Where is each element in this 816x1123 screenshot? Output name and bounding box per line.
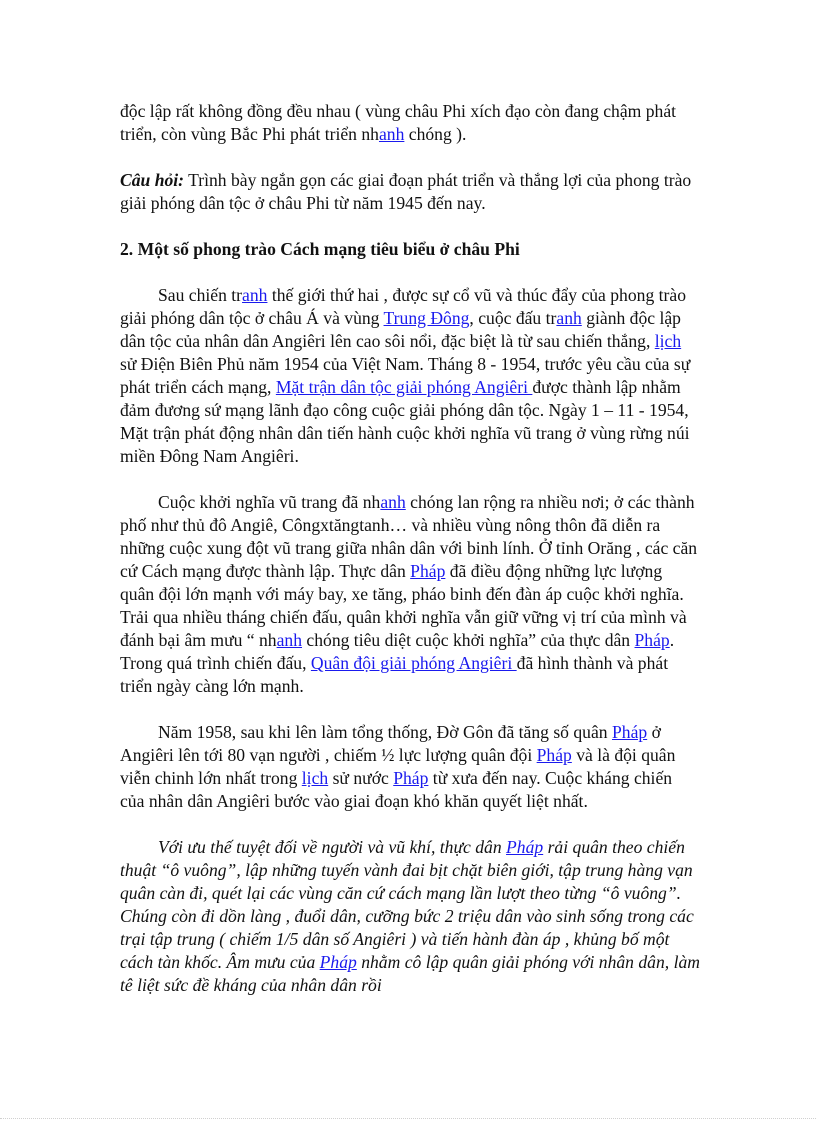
paragraph-algeria-front: Sau chiến tranh thế giới thứ hai , được sự cổ vũ và thúc đẩy của phong trào giải phóng dân tộc ở châu Á và vùng Trung Đông, cuộc đấu tranh giành độc lập dân tộc của nhân dân Angiêri lên cao sôi nổi, đặc biệt là từ sau chiến thắng, lịch sử Điện Biên Phủ năm 1954 của Việt Nam. Tháng 8 - 1954, trước yêu cầu của sự phát triển cách mạng, Mặt trận dân tộc giải phóng Angiêri được thành lập nhằm đảm đương sứ mạng lãnh đạo công cuộc giải phóng dân tộc. Ngày 1 – 11 - 1954, Mặt trận phát động nhân dân tiến hành cuộc khởi nghĩa vũ trang ở vùng rừng núi miền Đông Nam Angiêri. [120,285,691,466]
question-text: Trình bày ngắn gọn các giai đoạn phát triển và thắng lợi của phong trào giải phóng dân tộc ở châu Phi từ năm 1945 đến nay. [120,170,692,213]
question-paragraph [120,169,700,215]
link-quan-doi-giai-phong[interactable]: Quân đội giải phóng Angiêri [310,653,517,673]
question-label: Câu hỏi: [120,170,185,190]
link-lich[interactable]: lịch [301,768,329,788]
link-phap[interactable]: Pháp [634,630,670,650]
link-phap[interactable]: Pháp [319,952,357,972]
link-trung-dong[interactable]: Trung Đông [383,308,470,328]
page-bottom-border [0,1118,816,1119]
paragraph-intro: độc lập rất không đồng đều nhau ( vùng châu Phi xích đạo còn đang chậm phát triển, còn vùng Bắc Phi phát triển nhanh chóng ). [120,101,677,144]
link-phap[interactable]: Pháp [536,745,572,765]
paragraph-uprising: Cuộc khởi nghĩa vũ trang đã nhanh chóng lan rộng ra nhiều nơi; ở các thành phố như thủ đô Angiê, Côngxtăngtanh… và nhiều vùng nông thôn đã diễn ra những cuộc xung đột vũ trang giữa nhân dân với binh lính. Ở tỉnh Orăng , các căn cứ Cách mạng được thành lập. Thực dân Pháp đã điều động những lực lượng quân đội lớn mạnh với máy bay, xe tăng, pháo binh đến đàn áp cuộc khởi nghĩa. Trải qua nhiều tháng chiến đấu, quân khởi nghĩa vẫn giữ vững vị trí của mình và đánh bại âm mưu “ nhanh chóng tiêu diệt cuộc khởi nghĩa” của thực dân Pháp. Trong quá trình chiến đấu, Quân đội giải phóng Angiêri đã hình thành và phát triển ngày càng lớn mạnh. [120,492,698,696]
link-phap[interactable]: Pháp [393,768,429,788]
link-anh[interactable]: anh [378,124,405,144]
link-lich[interactable]: lịch [654,331,682,351]
link-phap[interactable]: Pháp [410,561,446,581]
link-phap[interactable]: Pháp [611,722,648,742]
link-mat-tran-giai-phong[interactable]: Mặt trận dân tộc giải phóng Angiêri [275,377,533,397]
section-heading: 2. Một số phong trào Cách mạng tiêu biểu ở châu Phi [120,239,520,259]
link-anh[interactable]: anh [380,492,406,512]
paragraph-de-gaulle: Năm 1958, sau khi lên làm tổng thống, Đờ Gôn đã tăng số quân Pháp ở Angiêri lên tới 80 vạn người , chiếm ½ lực lượng quân đội Pháp và là đội quân viễn chinh lớn nhất trong lịch sử nước Pháp từ xưa đến nay. Cuộc kháng chiến của nhân dân Angiêri bước vào giai đoạn khó khăn quyết liệt nhất. [120,722,676,811]
document-page [120,100,700,997]
link-anh[interactable]: anh [276,630,303,650]
link-anh[interactable]: anh [556,308,582,328]
link-phap[interactable]: Pháp [506,837,544,857]
paragraph-square-tactic: Với ưu thế tuyệt đối về người và vũ khí, thực dân Pháp rải quân theo chiến thuật “ô vuông”, lập những tuyến vành đai bịt chặt biên giới, tập trung hàng vạn quân càn đi, quét lại các vùng căn cứ cách mạng lần lượt theo từng “ô vuông”. Chúng còn đi dồn làng , đuổi dân, cưỡng bức 2 triệu dân vào sinh sống trong các trại tập trung ( chiếm 1/5 dân số Angiêri ) và tiến hành đàn áp , khủng bố một cách tàn khốc. Âm mưu của Pháp nhằm cô lập quân giải phóng với nhân dân, làm tê liệt sức đề kháng của nhân dân rồi [120,837,700,995]
link-anh[interactable]: anh [242,285,268,305]
